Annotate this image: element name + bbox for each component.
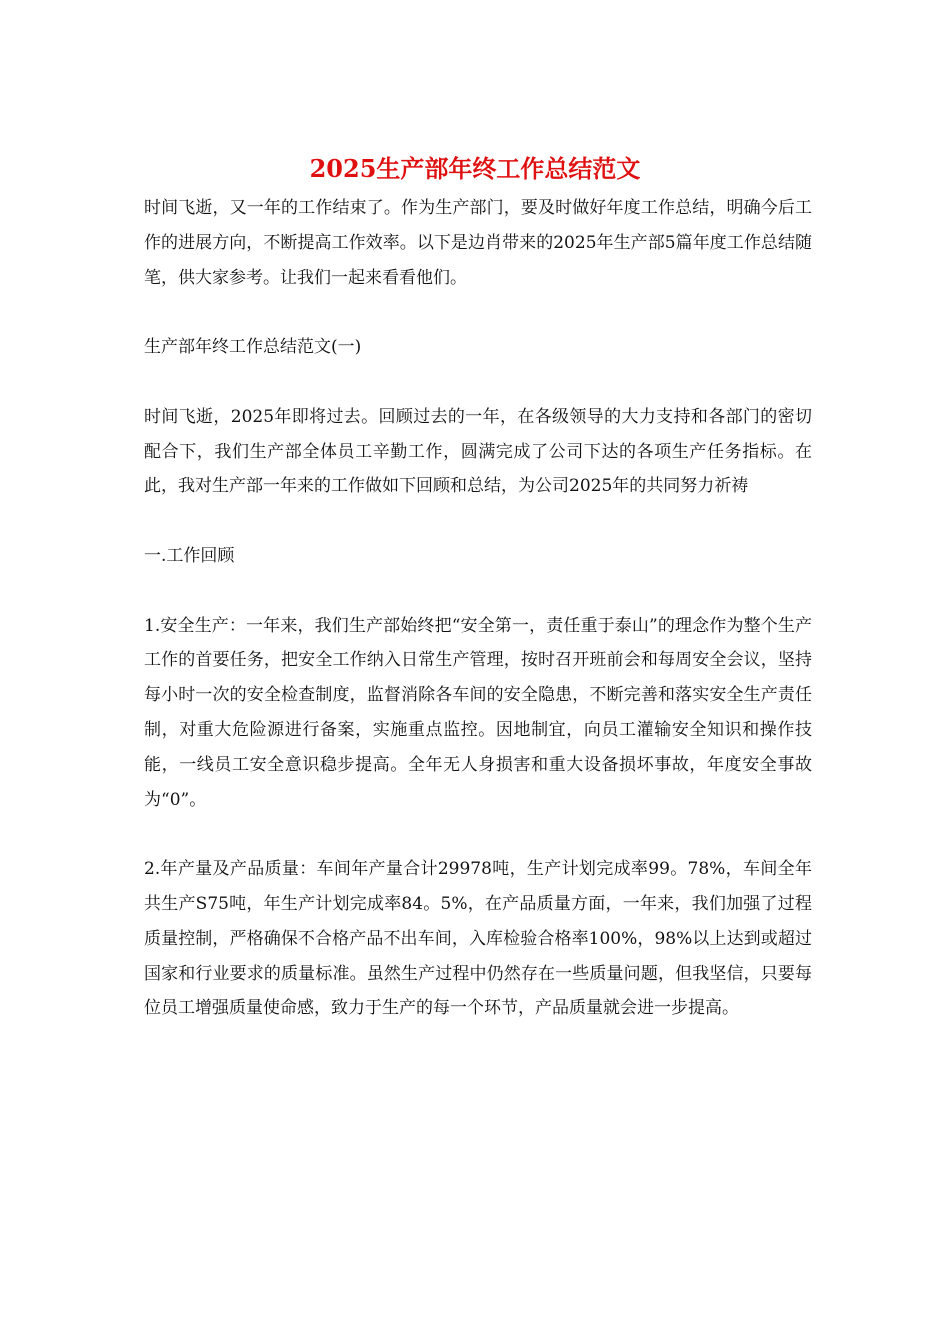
- intro-paragraph: 时间飞逝，又一年的工作结束了。作为生产部门，要及时做好年度工作总结，明确今后工作的进展方向，不断提高工作效率。以下是边肖带来的2025年生产部5篇年度工作总结随笔，供大家参考。让我们一起来看看他们。: [144, 198, 812, 288]
- body-paragraph: 时间飞逝，2025年即将过去。回顾过去的一年，在各级领导的大力支持和各部门的密切配合下，我们生产部全体员工辛勤工作，圆满完成了公司下达的各项生产任务指标。在此，我对生产部一年来的工作做如下回顾和总结，为公司2025年的共同努力祈祷: [144, 406, 812, 497]
- document-body: [144, 191, 812, 1026]
- body-paragraph: 2.年产量及产品质量：车间年产量合计29978吨，生产计划完成率99。78%，车间全年共生产S75吨，年生产计划完成率84。5%，在产品质量方面，一年来，我们加强了过程质量控制，严格确保不合格产品不出车间，入库检验合格率100%，98%以上达到或超过国家和行业要求的质量标准。虽然生产过程中仍然存在一些质量问题，但我坚信，只要每位员工增强质量使命感，致力于生产的每一个环节，产品质量就会进一步提高。: [144, 859, 812, 1019]
- document-title: 2025生产部年终工作总结范文: [309, 154, 641, 183]
- subsection-heading: 一.工作回顾: [144, 545, 235, 566]
- section-heading: 生产部年终工作总结范文(一): [144, 337, 362, 358]
- body-paragraph: 1.安全生产：一年来，我们生产部始终把“安全第一，责任重于泰山”的理念作为整个生产工作的首要任务，把安全工作纳入日常生产管理，按时召开班前会和每周安全会议，坚持每小时一次的安全检查制度，监督消除各车间的安全隐患，不断完善和落实安全生产责任制，对重大危险源进行备案，实施重点监控。因地制宜，向员工灌输安全知识和操作技能，一线员工安全意识稳步提高。全年无人身损害和重大设备损坏事故，年度安全事故为“0”。: [144, 615, 812, 810]
